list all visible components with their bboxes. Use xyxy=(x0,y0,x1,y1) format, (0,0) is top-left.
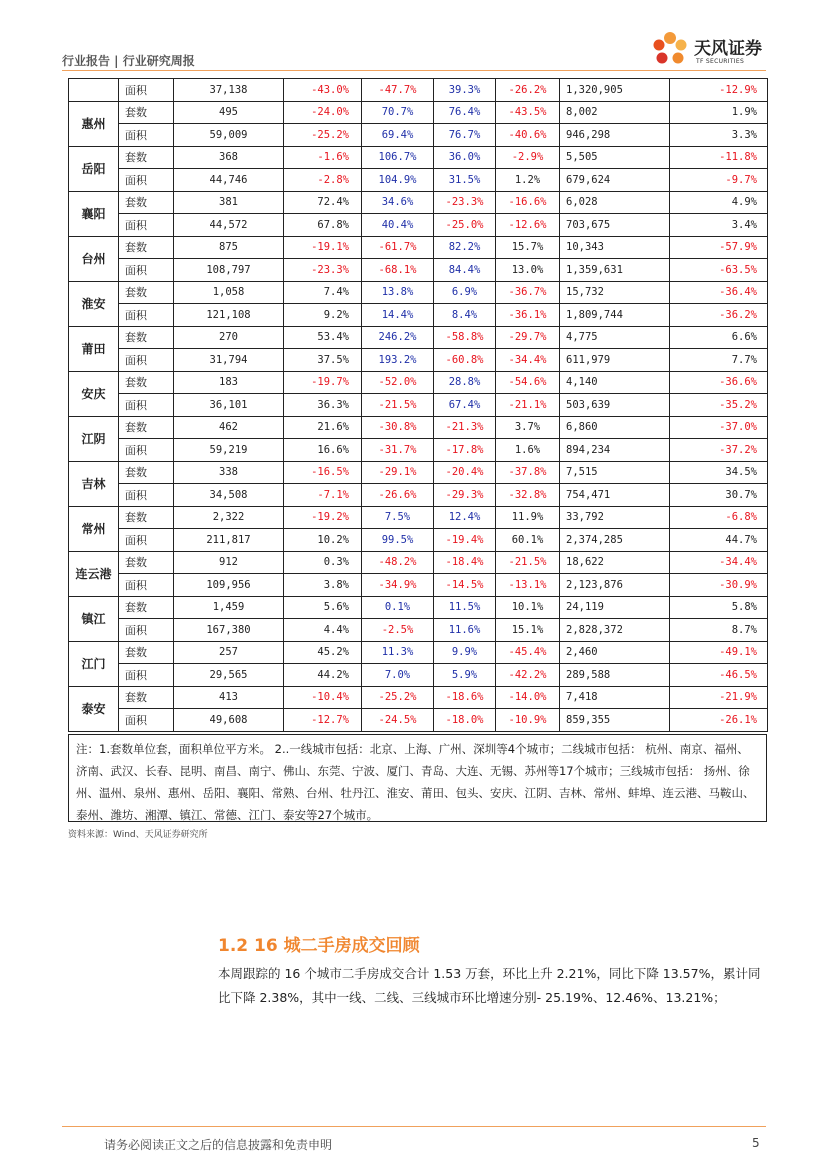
table-row xyxy=(69,191,768,214)
value-cell: 495 xyxy=(174,101,284,124)
value-cell: 72.4% xyxy=(284,191,362,214)
value-cell: -21.5% xyxy=(362,394,434,417)
report-header: 行业报告 | 行业研究周报 xyxy=(62,54,195,68)
value-cell: 193.2% xyxy=(362,349,434,372)
value-cell: -52.0% xyxy=(362,371,434,394)
value-cell: 18,622 xyxy=(560,551,670,574)
metric-cell: 面积 xyxy=(119,439,174,462)
value-cell: 3.3% xyxy=(670,124,768,147)
value-cell: -12.9% xyxy=(670,79,768,102)
value-cell: 7.5% xyxy=(362,506,434,529)
value-cell: 611,979 xyxy=(560,349,670,372)
value-cell: 15.1% xyxy=(496,619,560,642)
value-cell: 13.0% xyxy=(496,259,560,282)
value-cell: 381 xyxy=(174,191,284,214)
value-cell: -23.3% xyxy=(284,259,362,282)
value-cell: -16.6% xyxy=(496,191,560,214)
table-row xyxy=(69,371,768,394)
value-cell: -21.1% xyxy=(496,394,560,417)
value-cell: -19.7% xyxy=(284,371,362,394)
value-cell: 6.9% xyxy=(434,281,496,304)
table-row xyxy=(69,596,768,619)
metric-cell: 面积 xyxy=(119,349,174,372)
value-cell: -48.2% xyxy=(362,551,434,574)
table-row xyxy=(69,574,768,597)
data-source: 资料来源：Wind、天风证券研究所 xyxy=(68,830,208,840)
value-cell: -43.0% xyxy=(284,79,362,102)
value-cell: 36,101 xyxy=(174,394,284,417)
value-cell: 31,794 xyxy=(174,349,284,372)
table-note: 注：1.套数单位套，面积单位平方米。 2..一线城市包括：北京、上海、广州、深圳等4个城市；二线城市包括： 杭州、南京、福州、济南、武汉、长春、昆明、南昌、南宁、佛山、东莞、宁波、厦门、青岛、大连、无锡、苏州等17个城市；三线城市包括： 扬州、徐州、温州、泉州、惠州、岳阳、襄阳、常熟、台州、牡丹江、淮安、莆田、包头、安庆、江阴、吉林、常州、蚌埠、连云港、马鞍山、泰州、潍坊、湘潭、镇江、常德、江门、泰安等27个城市。 xyxy=(68,734,767,822)
value-cell: -34.4% xyxy=(670,551,768,574)
value-cell: 9.9% xyxy=(434,641,496,664)
value-cell: -11.8% xyxy=(670,146,768,169)
value-cell: 44,572 xyxy=(174,214,284,237)
value-cell: -54.6% xyxy=(496,371,560,394)
value-cell: -29.1% xyxy=(362,461,434,484)
value-cell: -19.2% xyxy=(284,506,362,529)
value-cell: 31.5% xyxy=(434,169,496,192)
value-cell: -25.2% xyxy=(362,686,434,709)
value-cell: 1.2% xyxy=(496,169,560,192)
value-cell: -23.3% xyxy=(434,191,496,214)
value-cell: 7,418 xyxy=(560,686,670,709)
value-cell: 167,380 xyxy=(174,619,284,642)
city-cell: 泰安 xyxy=(69,686,119,731)
value-cell: -9.7% xyxy=(670,169,768,192)
value-cell: 875 xyxy=(174,236,284,259)
value-cell: 7.0% xyxy=(362,664,434,687)
value-cell: 1.9% xyxy=(670,101,768,124)
city-cell: 岳阳 xyxy=(69,146,119,191)
value-cell: 59,009 xyxy=(174,124,284,147)
value-cell: 30.7% xyxy=(670,484,768,507)
value-cell: 44.2% xyxy=(284,664,362,687)
metric-cell: 面积 xyxy=(119,394,174,417)
value-cell: 4,140 xyxy=(560,371,670,394)
value-cell: 12.4% xyxy=(434,506,496,529)
value-cell: 34.6% xyxy=(362,191,434,214)
metric-cell: 面积 xyxy=(119,619,174,642)
value-cell: -29.7% xyxy=(496,326,560,349)
value-cell: 754,471 xyxy=(560,484,670,507)
value-cell: 108,797 xyxy=(174,259,284,282)
metric-cell: 面积 xyxy=(119,79,174,102)
footer-disclaimer: 请务必阅读正文之后的信息披露和免责申明 xyxy=(104,1138,333,1152)
value-cell: 10.1% xyxy=(496,596,560,619)
value-cell: 21.6% xyxy=(284,416,362,439)
value-cell: -37.0% xyxy=(670,416,768,439)
table-row xyxy=(69,236,768,259)
value-cell: 121,108 xyxy=(174,304,284,327)
value-cell: -18.0% xyxy=(434,709,496,732)
value-cell: -49.1% xyxy=(670,641,768,664)
section-paragraph: 本周跟踪的 16 个城市二手房成交合计 1.53 万套，环比上升 2.21%，同比下降 13.57%，累计同比下降 2.38%，其中一线、二线、三线城市环比增速分别- 25.19%、12.46%、13.21%； xyxy=(218,966,761,1005)
value-cell: 2,374,285 xyxy=(560,529,670,552)
value-cell: 2,460 xyxy=(560,641,670,664)
value-cell: -42.2% xyxy=(496,664,560,687)
value-cell: 9.2% xyxy=(284,304,362,327)
value-cell: 15,732 xyxy=(560,281,670,304)
value-cell: -36.4% xyxy=(670,281,768,304)
value-cell: 45.2% xyxy=(284,641,362,664)
city-cell: 吉林 xyxy=(69,461,119,506)
table-row xyxy=(69,169,768,192)
table-row xyxy=(69,281,768,304)
value-cell: -36.1% xyxy=(496,304,560,327)
table-row xyxy=(69,439,768,462)
metric-cell: 套数 xyxy=(119,461,174,484)
value-cell: -24.5% xyxy=(362,709,434,732)
metric-cell: 套数 xyxy=(119,506,174,529)
city-cell: 台州 xyxy=(69,236,119,281)
value-cell: 16.6% xyxy=(284,439,362,462)
value-cell: 13.8% xyxy=(362,281,434,304)
table-row xyxy=(69,551,768,574)
value-cell: -12.7% xyxy=(284,709,362,732)
value-cell: 270 xyxy=(174,326,284,349)
logo-name-cn: 天风证券 xyxy=(694,39,762,59)
value-cell: -47.7% xyxy=(362,79,434,102)
table-row xyxy=(69,709,768,732)
table-row xyxy=(69,506,768,529)
value-cell: -21.3% xyxy=(434,416,496,439)
value-cell: 33,792 xyxy=(560,506,670,529)
metric-cell: 面积 xyxy=(119,484,174,507)
value-cell: 76.7% xyxy=(434,124,496,147)
value-cell: 8,002 xyxy=(560,101,670,124)
value-cell: 246.2% xyxy=(362,326,434,349)
metric-cell: 套数 xyxy=(119,101,174,124)
value-cell: 183 xyxy=(174,371,284,394)
metric-cell: 面积 xyxy=(119,709,174,732)
value-cell: 2,322 xyxy=(174,506,284,529)
city-cell: 惠州 xyxy=(69,101,119,146)
value-cell: 76.4% xyxy=(434,101,496,124)
value-cell: 36.3% xyxy=(284,394,362,417)
value-cell: -12.6% xyxy=(496,214,560,237)
value-cell: 3.8% xyxy=(284,574,362,597)
value-cell: -58.8% xyxy=(434,326,496,349)
company-logo xyxy=(650,28,770,72)
value-cell: 503,639 xyxy=(560,394,670,417)
value-cell: 11.9% xyxy=(496,506,560,529)
value-cell: 60.1% xyxy=(496,529,560,552)
value-cell: 10.2% xyxy=(284,529,362,552)
value-cell: -35.2% xyxy=(670,394,768,417)
value-cell: 1,459 xyxy=(174,596,284,619)
value-cell: 7,515 xyxy=(560,461,670,484)
value-cell: -19.4% xyxy=(434,529,496,552)
value-cell: 37,138 xyxy=(174,79,284,102)
value-cell: -34.9% xyxy=(362,574,434,597)
value-cell: 3.7% xyxy=(496,416,560,439)
city-cell: 安庆 xyxy=(69,371,119,416)
metric-cell: 面积 xyxy=(119,529,174,552)
value-cell: 338 xyxy=(174,461,284,484)
value-cell: 36.0% xyxy=(434,146,496,169)
metric-cell: 套数 xyxy=(119,416,174,439)
value-cell: 59,219 xyxy=(174,439,284,462)
value-cell: -45.4% xyxy=(496,641,560,664)
value-cell: -18.6% xyxy=(434,686,496,709)
table-row xyxy=(69,461,768,484)
value-cell: 39.3% xyxy=(434,79,496,102)
value-cell: 109,956 xyxy=(174,574,284,597)
value-cell: 34,508 xyxy=(174,484,284,507)
value-cell: -30.8% xyxy=(362,416,434,439)
metric-cell: 面积 xyxy=(119,124,174,147)
value-cell: 7.7% xyxy=(670,349,768,372)
value-cell: 6.6% xyxy=(670,326,768,349)
value-cell: -25.0% xyxy=(434,214,496,237)
value-cell: -46.5% xyxy=(670,664,768,687)
table-row xyxy=(69,304,768,327)
value-cell: 289,588 xyxy=(560,664,670,687)
value-cell: -18.4% xyxy=(434,551,496,574)
metric-cell: 面积 xyxy=(119,169,174,192)
table-row xyxy=(69,349,768,372)
value-cell: 413 xyxy=(174,686,284,709)
table-row xyxy=(69,416,768,439)
value-cell: -25.2% xyxy=(284,124,362,147)
value-cell: 70.7% xyxy=(362,101,434,124)
section-title: 1.2 16 城二手房成交回顾 xyxy=(218,936,420,956)
value-cell: 368 xyxy=(174,146,284,169)
value-cell: 7.4% xyxy=(284,281,362,304)
value-cell: 5.6% xyxy=(284,596,362,619)
value-cell: 1.6% xyxy=(496,439,560,462)
value-cell: -43.5% xyxy=(496,101,560,124)
value-cell: -31.7% xyxy=(362,439,434,462)
value-cell: 4.9% xyxy=(670,191,768,214)
city-cell: 襄阳 xyxy=(69,191,119,236)
value-cell: 2,828,372 xyxy=(560,619,670,642)
value-cell: -57.9% xyxy=(670,236,768,259)
table-row xyxy=(69,146,768,169)
metric-cell: 套数 xyxy=(119,236,174,259)
value-cell: -36.2% xyxy=(670,304,768,327)
value-cell: 28.8% xyxy=(434,371,496,394)
value-cell: 5.8% xyxy=(670,596,768,619)
city-cell: 镇江 xyxy=(69,596,119,641)
metric-cell: 面积 xyxy=(119,664,174,687)
value-cell: 14.4% xyxy=(362,304,434,327)
value-cell: -21.9% xyxy=(670,686,768,709)
value-cell: 1,359,631 xyxy=(560,259,670,282)
value-cell: 894,234 xyxy=(560,439,670,462)
value-cell: -2.9% xyxy=(496,146,560,169)
value-cell: 6,028 xyxy=(560,191,670,214)
value-cell: 679,624 xyxy=(560,169,670,192)
logo-name-en: TF SECURITIES xyxy=(696,58,745,65)
value-cell: -6.8% xyxy=(670,506,768,529)
value-cell: -37.8% xyxy=(496,461,560,484)
value-cell: -1.6% xyxy=(284,146,362,169)
value-cell: 84.4% xyxy=(434,259,496,282)
value-cell: 67.8% xyxy=(284,214,362,237)
value-cell: 44,746 xyxy=(174,169,284,192)
value-cell: 3.4% xyxy=(670,214,768,237)
value-cell: 82.2% xyxy=(434,236,496,259)
value-cell: 0.1% xyxy=(362,596,434,619)
value-cell: -37.2% xyxy=(670,439,768,462)
footer-divider xyxy=(62,1126,766,1127)
value-cell: 946,298 xyxy=(560,124,670,147)
metric-cell: 面积 xyxy=(119,304,174,327)
value-cell: -10.9% xyxy=(496,709,560,732)
metric-cell: 套数 xyxy=(119,641,174,664)
value-cell: -21.5% xyxy=(496,551,560,574)
value-cell: 69.4% xyxy=(362,124,434,147)
value-cell: -32.8% xyxy=(496,484,560,507)
value-cell: 11.6% xyxy=(434,619,496,642)
value-cell: 257 xyxy=(174,641,284,664)
value-cell: 211,817 xyxy=(174,529,284,552)
value-cell: -34.4% xyxy=(496,349,560,372)
metric-cell: 套数 xyxy=(119,596,174,619)
value-cell: -61.7% xyxy=(362,236,434,259)
value-cell: -14.5% xyxy=(434,574,496,597)
metric-cell: 面积 xyxy=(119,259,174,282)
value-cell: -13.1% xyxy=(496,574,560,597)
city-transaction-table xyxy=(68,78,768,732)
value-cell: -40.6% xyxy=(496,124,560,147)
value-cell: 53.4% xyxy=(284,326,362,349)
city-cell: 常州 xyxy=(69,506,119,551)
table-row xyxy=(69,641,768,664)
value-cell: -68.1% xyxy=(362,259,434,282)
value-cell: 8.7% xyxy=(670,619,768,642)
city-cell xyxy=(69,79,119,102)
table-row xyxy=(69,326,768,349)
value-cell: -16.5% xyxy=(284,461,362,484)
value-cell: 0.3% xyxy=(284,551,362,574)
metric-cell: 面积 xyxy=(119,574,174,597)
value-cell: 859,355 xyxy=(560,709,670,732)
table-row xyxy=(69,529,768,552)
value-cell: -24.0% xyxy=(284,101,362,124)
value-cell: 462 xyxy=(174,416,284,439)
value-cell: -19.1% xyxy=(284,236,362,259)
value-cell: -14.0% xyxy=(496,686,560,709)
value-cell: 5.9% xyxy=(434,664,496,687)
metric-cell: 套数 xyxy=(119,281,174,304)
page-number: 5 xyxy=(752,1136,760,1150)
value-cell: -36.7% xyxy=(496,281,560,304)
value-cell: 34.5% xyxy=(670,461,768,484)
value-cell: 6,860 xyxy=(560,416,670,439)
value-cell: -20.4% xyxy=(434,461,496,484)
table-row xyxy=(69,214,768,237)
value-cell: -36.6% xyxy=(670,371,768,394)
table-row xyxy=(69,259,768,282)
value-cell: -26.2% xyxy=(496,79,560,102)
value-cell: 29,565 xyxy=(174,664,284,687)
metric-cell: 套数 xyxy=(119,551,174,574)
value-cell: 24,119 xyxy=(560,596,670,619)
metric-cell: 套数 xyxy=(119,371,174,394)
city-cell: 江门 xyxy=(69,641,119,686)
metric-cell: 套数 xyxy=(119,686,174,709)
value-cell: 4.4% xyxy=(284,619,362,642)
value-cell: 912 xyxy=(174,551,284,574)
value-cell: 1,809,744 xyxy=(560,304,670,327)
table-row xyxy=(69,394,768,417)
table-row xyxy=(69,124,768,147)
value-cell: -26.1% xyxy=(670,709,768,732)
value-cell: 11.3% xyxy=(362,641,434,664)
value-cell: 67.4% xyxy=(434,394,496,417)
value-cell: 8.4% xyxy=(434,304,496,327)
value-cell: 44.7% xyxy=(670,529,768,552)
table-row xyxy=(69,79,768,102)
value-cell: -26.6% xyxy=(362,484,434,507)
value-cell: 99.5% xyxy=(362,529,434,552)
value-cell: 15.7% xyxy=(496,236,560,259)
metric-cell: 套数 xyxy=(119,191,174,214)
city-cell: 淮安 xyxy=(69,281,119,326)
value-cell: -60.8% xyxy=(434,349,496,372)
city-cell: 连云港 xyxy=(69,551,119,596)
value-cell: -17.8% xyxy=(434,439,496,462)
value-cell: 1,320,905 xyxy=(560,79,670,102)
value-cell: 11.5% xyxy=(434,596,496,619)
value-cell: 106.7% xyxy=(362,146,434,169)
table-row xyxy=(69,484,768,507)
table-row xyxy=(69,686,768,709)
value-cell: -10.4% xyxy=(284,686,362,709)
value-cell: -29.3% xyxy=(434,484,496,507)
value-cell: -2.5% xyxy=(362,619,434,642)
value-cell: 1,058 xyxy=(174,281,284,304)
value-cell: -63.5% xyxy=(670,259,768,282)
value-cell: 40.4% xyxy=(362,214,434,237)
metric-cell: 套数 xyxy=(119,146,174,169)
value-cell: 104.9% xyxy=(362,169,434,192)
value-cell: 10,343 xyxy=(560,236,670,259)
city-cell: 江阴 xyxy=(69,416,119,461)
table-row xyxy=(69,664,768,687)
flower-logo-icon xyxy=(650,28,690,70)
city-cell: 莆田 xyxy=(69,326,119,371)
value-cell: -7.1% xyxy=(284,484,362,507)
value-cell: -2.8% xyxy=(284,169,362,192)
value-cell: 703,675 xyxy=(560,214,670,237)
value-cell: 4,775 xyxy=(560,326,670,349)
value-cell: -30.9% xyxy=(670,574,768,597)
metric-cell: 套数 xyxy=(119,326,174,349)
table-row xyxy=(69,101,768,124)
metric-cell: 面积 xyxy=(119,214,174,237)
value-cell: 37.5% xyxy=(284,349,362,372)
value-cell: 2,123,876 xyxy=(560,574,670,597)
value-cell: 5,505 xyxy=(560,146,670,169)
value-cell: 49,608 xyxy=(174,709,284,732)
table-row xyxy=(69,619,768,642)
